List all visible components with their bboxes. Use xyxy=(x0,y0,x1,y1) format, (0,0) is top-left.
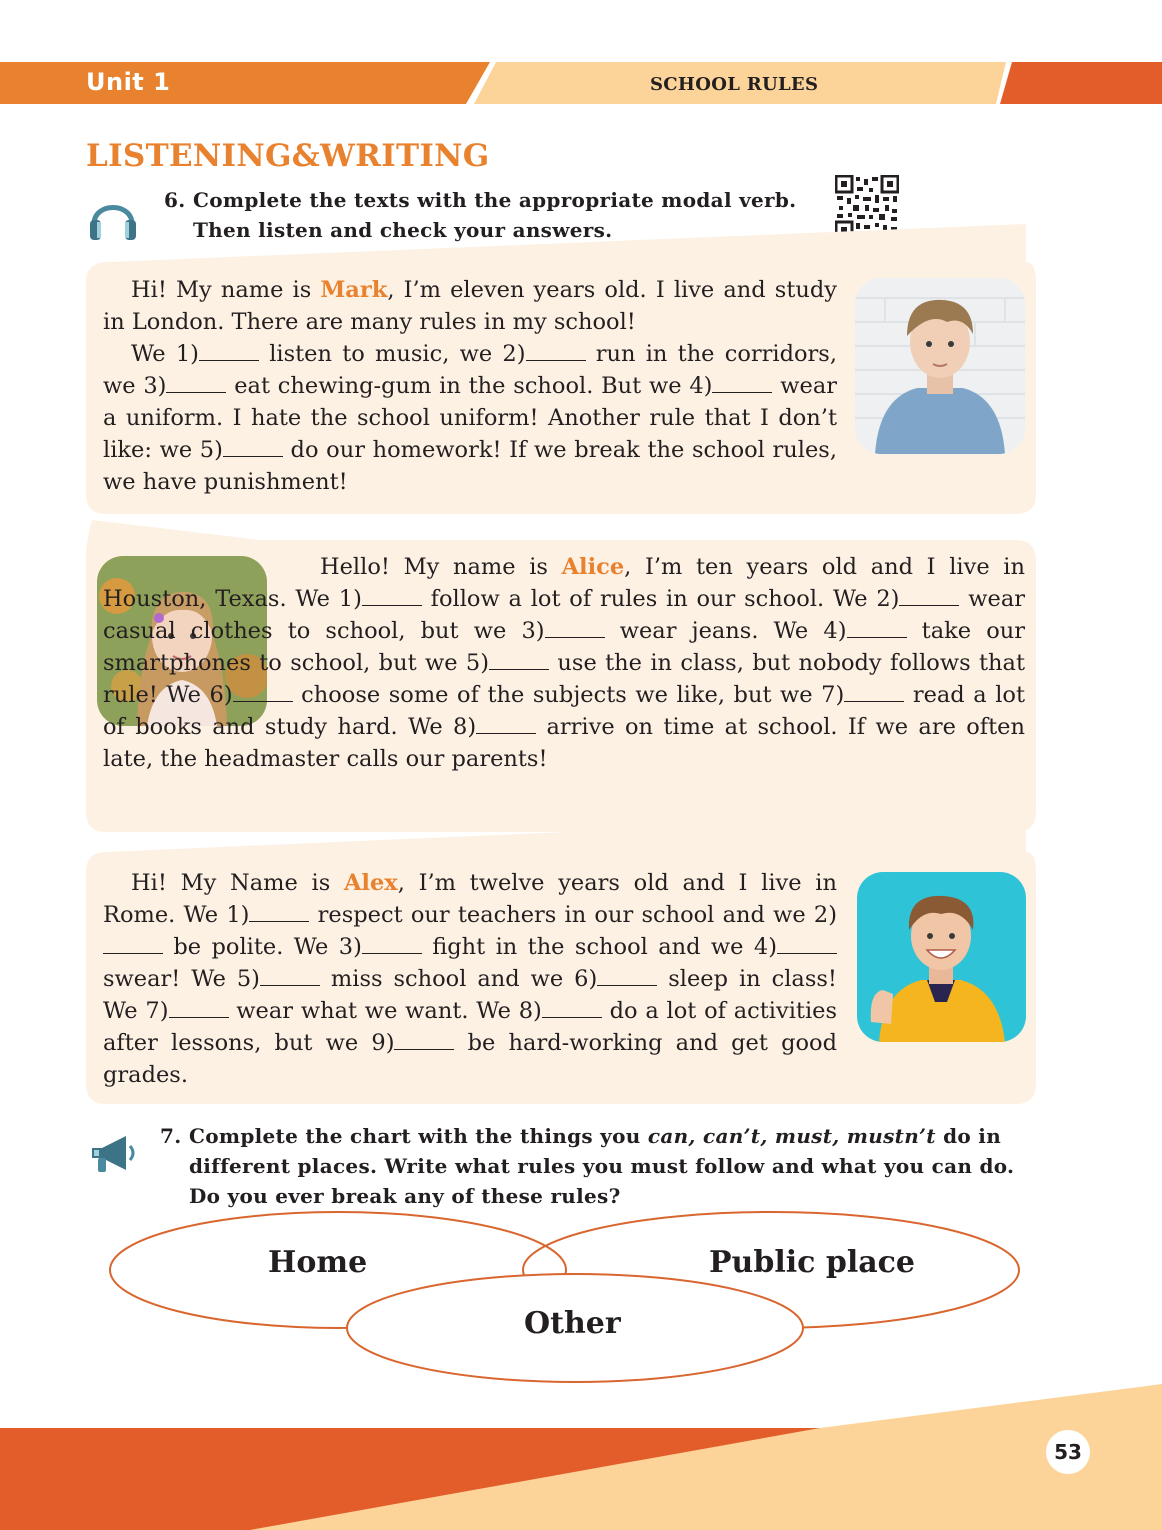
alice-paragraph: Hello! My name is Alice, I’m ten years old and I live in Houston, Texas. We 1) follow a lot of rules in our school. We 2) wear casual clothes to school, but we 3) wear jeans. We 4) take our smartphones to school, but we 5) use the in class, but nobody follows that rule! We 6) choose some of the subjects we like, but we 7) read a lot of books and study hard. We 8) arrive on time at school. If we are often late, the headmaster calls our parents! xyxy=(103,554,1026,772)
chapter-title: SCHOOL RULES xyxy=(650,74,819,95)
venn-label-home: Home xyxy=(268,1245,368,1280)
unit-label: Unit 1 xyxy=(86,68,171,96)
task-7-line-2: different places. Write what rules you must follow and what you can do. xyxy=(189,1154,1015,1178)
mark-paragraph-2: We 1) listen to music, we 2) run in the corridors, we 3) eat chewing-gum in the school. But we 4) wear a uniform. I hate the school uniform! Another rule that I don’t like: we 5) do our homework! If we break the school rules, we have punishment! xyxy=(103,341,837,495)
task-number: 6. xyxy=(164,188,186,212)
task-6-line-2: Then listen and check your answers. xyxy=(193,218,613,242)
alice-name: Alice xyxy=(561,554,625,580)
alex-name: Alex xyxy=(343,870,398,896)
venn-label-other: Other xyxy=(524,1306,621,1341)
venn-label-public-place: Public place xyxy=(709,1245,916,1280)
task-7-line-3: Do you ever break any of these rules? xyxy=(189,1184,621,1208)
task-6-line-1: Complete the texts with the appropriate modal verb. xyxy=(193,188,797,212)
mark-name: Mark xyxy=(320,277,388,303)
page-number: 53 xyxy=(1046,1430,1090,1474)
alex-paragraph: Hi! My Name is Alex, I’m twelve years old and I live in Rome. We 1) respect our teachers in our school and we 2) be polite. We 3) fight in the school and we 4) swear! We 5) miss school and we 6) sleep in class! We 7) wear what we want. We 8) do a lot of activities after lessons, but we 9) be hard-working and get good grades. xyxy=(103,870,838,1088)
task-number: 7. xyxy=(160,1124,182,1148)
section-title: LISTENING&WRITING xyxy=(86,138,490,174)
mark-paragraph-1: Hi! My name is Mark, I’m eleven years old. I live and study in London. There are many rules in my school! xyxy=(103,277,837,335)
task-7-line-1: Complete the chart with the things you can, can’t, must, mustn’t do in xyxy=(189,1124,1002,1148)
